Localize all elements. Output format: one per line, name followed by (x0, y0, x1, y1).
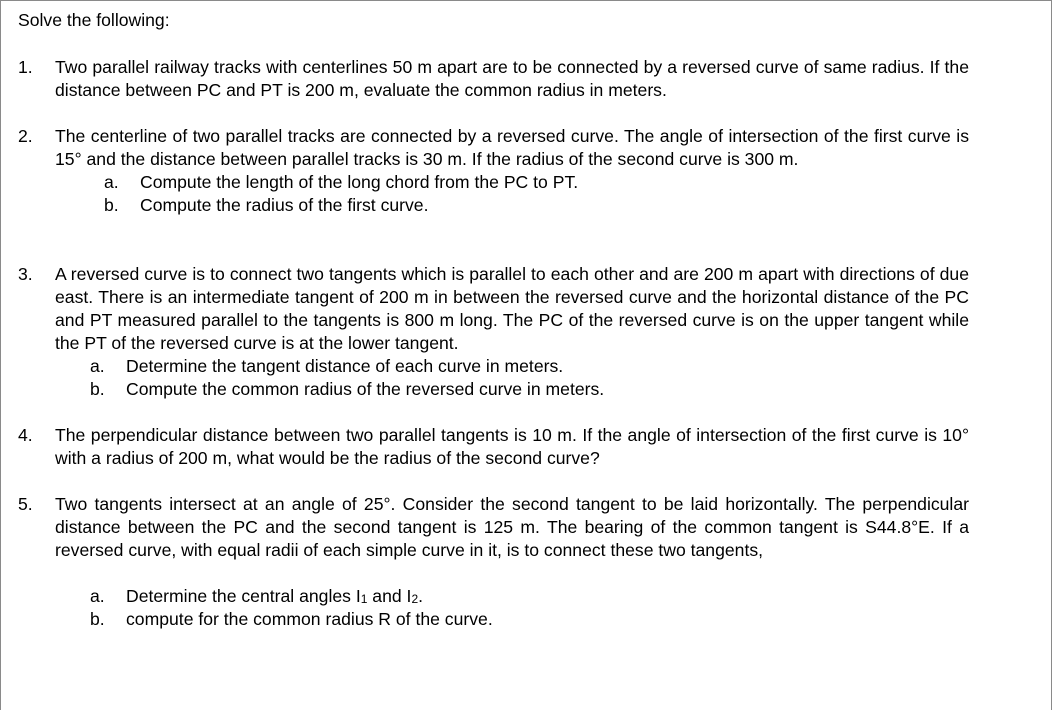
subscript-2: 2 (411, 592, 419, 606)
problem-text: A reversed curve is to connect two tangents which is parallel to each other and are 200 m apart with directions of due east. There is an intermediate tangent of 200 m in between the reversed curve and the horizontal distance of the PC and PT measured parallel to the tangents is 800 m long. The PC of the reversed curve is on the upper tangent while the PT of the reversed curve is at the lower tangent. (55, 264, 969, 353)
problem-number: 2. (18, 126, 33, 146)
problem-text: The centerline of two parallel tracks are connected by a reversed curve. The angle of intersection of the first curve is 15° and the distance between parallel tracks is 30 m. If the radius of the second curve is 300 m. (55, 126, 969, 169)
part-letter: a. (90, 586, 105, 606)
problem-2 (18, 125, 969, 217)
part-letter: b. (90, 379, 105, 399)
heading: Solve the following: (18, 10, 170, 30)
part-text: Compute the common radius of the reversed curve in meters. (126, 379, 605, 399)
problem-5 (18, 493, 969, 631)
problem-1 (18, 56, 969, 102)
part-b (18, 194, 969, 217)
part-letter: a. (90, 356, 105, 376)
part-a (18, 355, 969, 378)
part-a (18, 171, 969, 194)
problem-number: 3. (18, 264, 33, 284)
problem-text: Two tangents intersect at an angle of 25°. Consider the second tangent to be laid horizontally. The perpendicular distance between the PC and the second tangent is 125 m. The bearing of the common tangent is S44.8°E. If a reversed curve, with equal radii of each simple curve in it, is to connect these two tangents, (55, 494, 969, 560)
part-text-mid: and I (367, 586, 412, 606)
part-letter: b. (104, 195, 119, 215)
problem-number: 5. (18, 494, 33, 514)
part-a (18, 585, 969, 608)
problem-number: 1. (18, 57, 33, 77)
problem-number: 4. (18, 425, 33, 445)
part-b (18, 378, 969, 401)
problem-3 (18, 263, 969, 401)
part-letter: b. (90, 609, 105, 629)
part-text: Determine the tangent distance of each curve in meters. (126, 356, 564, 376)
part-text: Compute the length of the long chord from the PC to PT. (140, 172, 579, 192)
subscript-1: 1 (360, 592, 368, 606)
problem-text: Two parallel railway tracks with centerlines 50 m apart are to be connected by a reversed curve of same radius. If the distance between PC and PT is 200 m, evaluate the common radius in meters. (55, 57, 969, 100)
part-text: Compute the radius of the first curve. (140, 195, 429, 215)
problem-text: The perpendicular distance between two parallel tangents is 10 m. If the angle of intersection of the first curve is 10° with a radius of 200 m, what would be the radius of the second curve? (55, 425, 969, 468)
part-b (18, 608, 969, 631)
part-text-suffix: . (418, 586, 424, 606)
part-text-prefix: Determine the central angles I (126, 586, 361, 606)
part-letter: a. (104, 172, 119, 192)
problem-4 (18, 424, 969, 470)
part-text (126, 585, 423, 608)
part-text: compute for the common radius R of the curve. (126, 609, 493, 629)
